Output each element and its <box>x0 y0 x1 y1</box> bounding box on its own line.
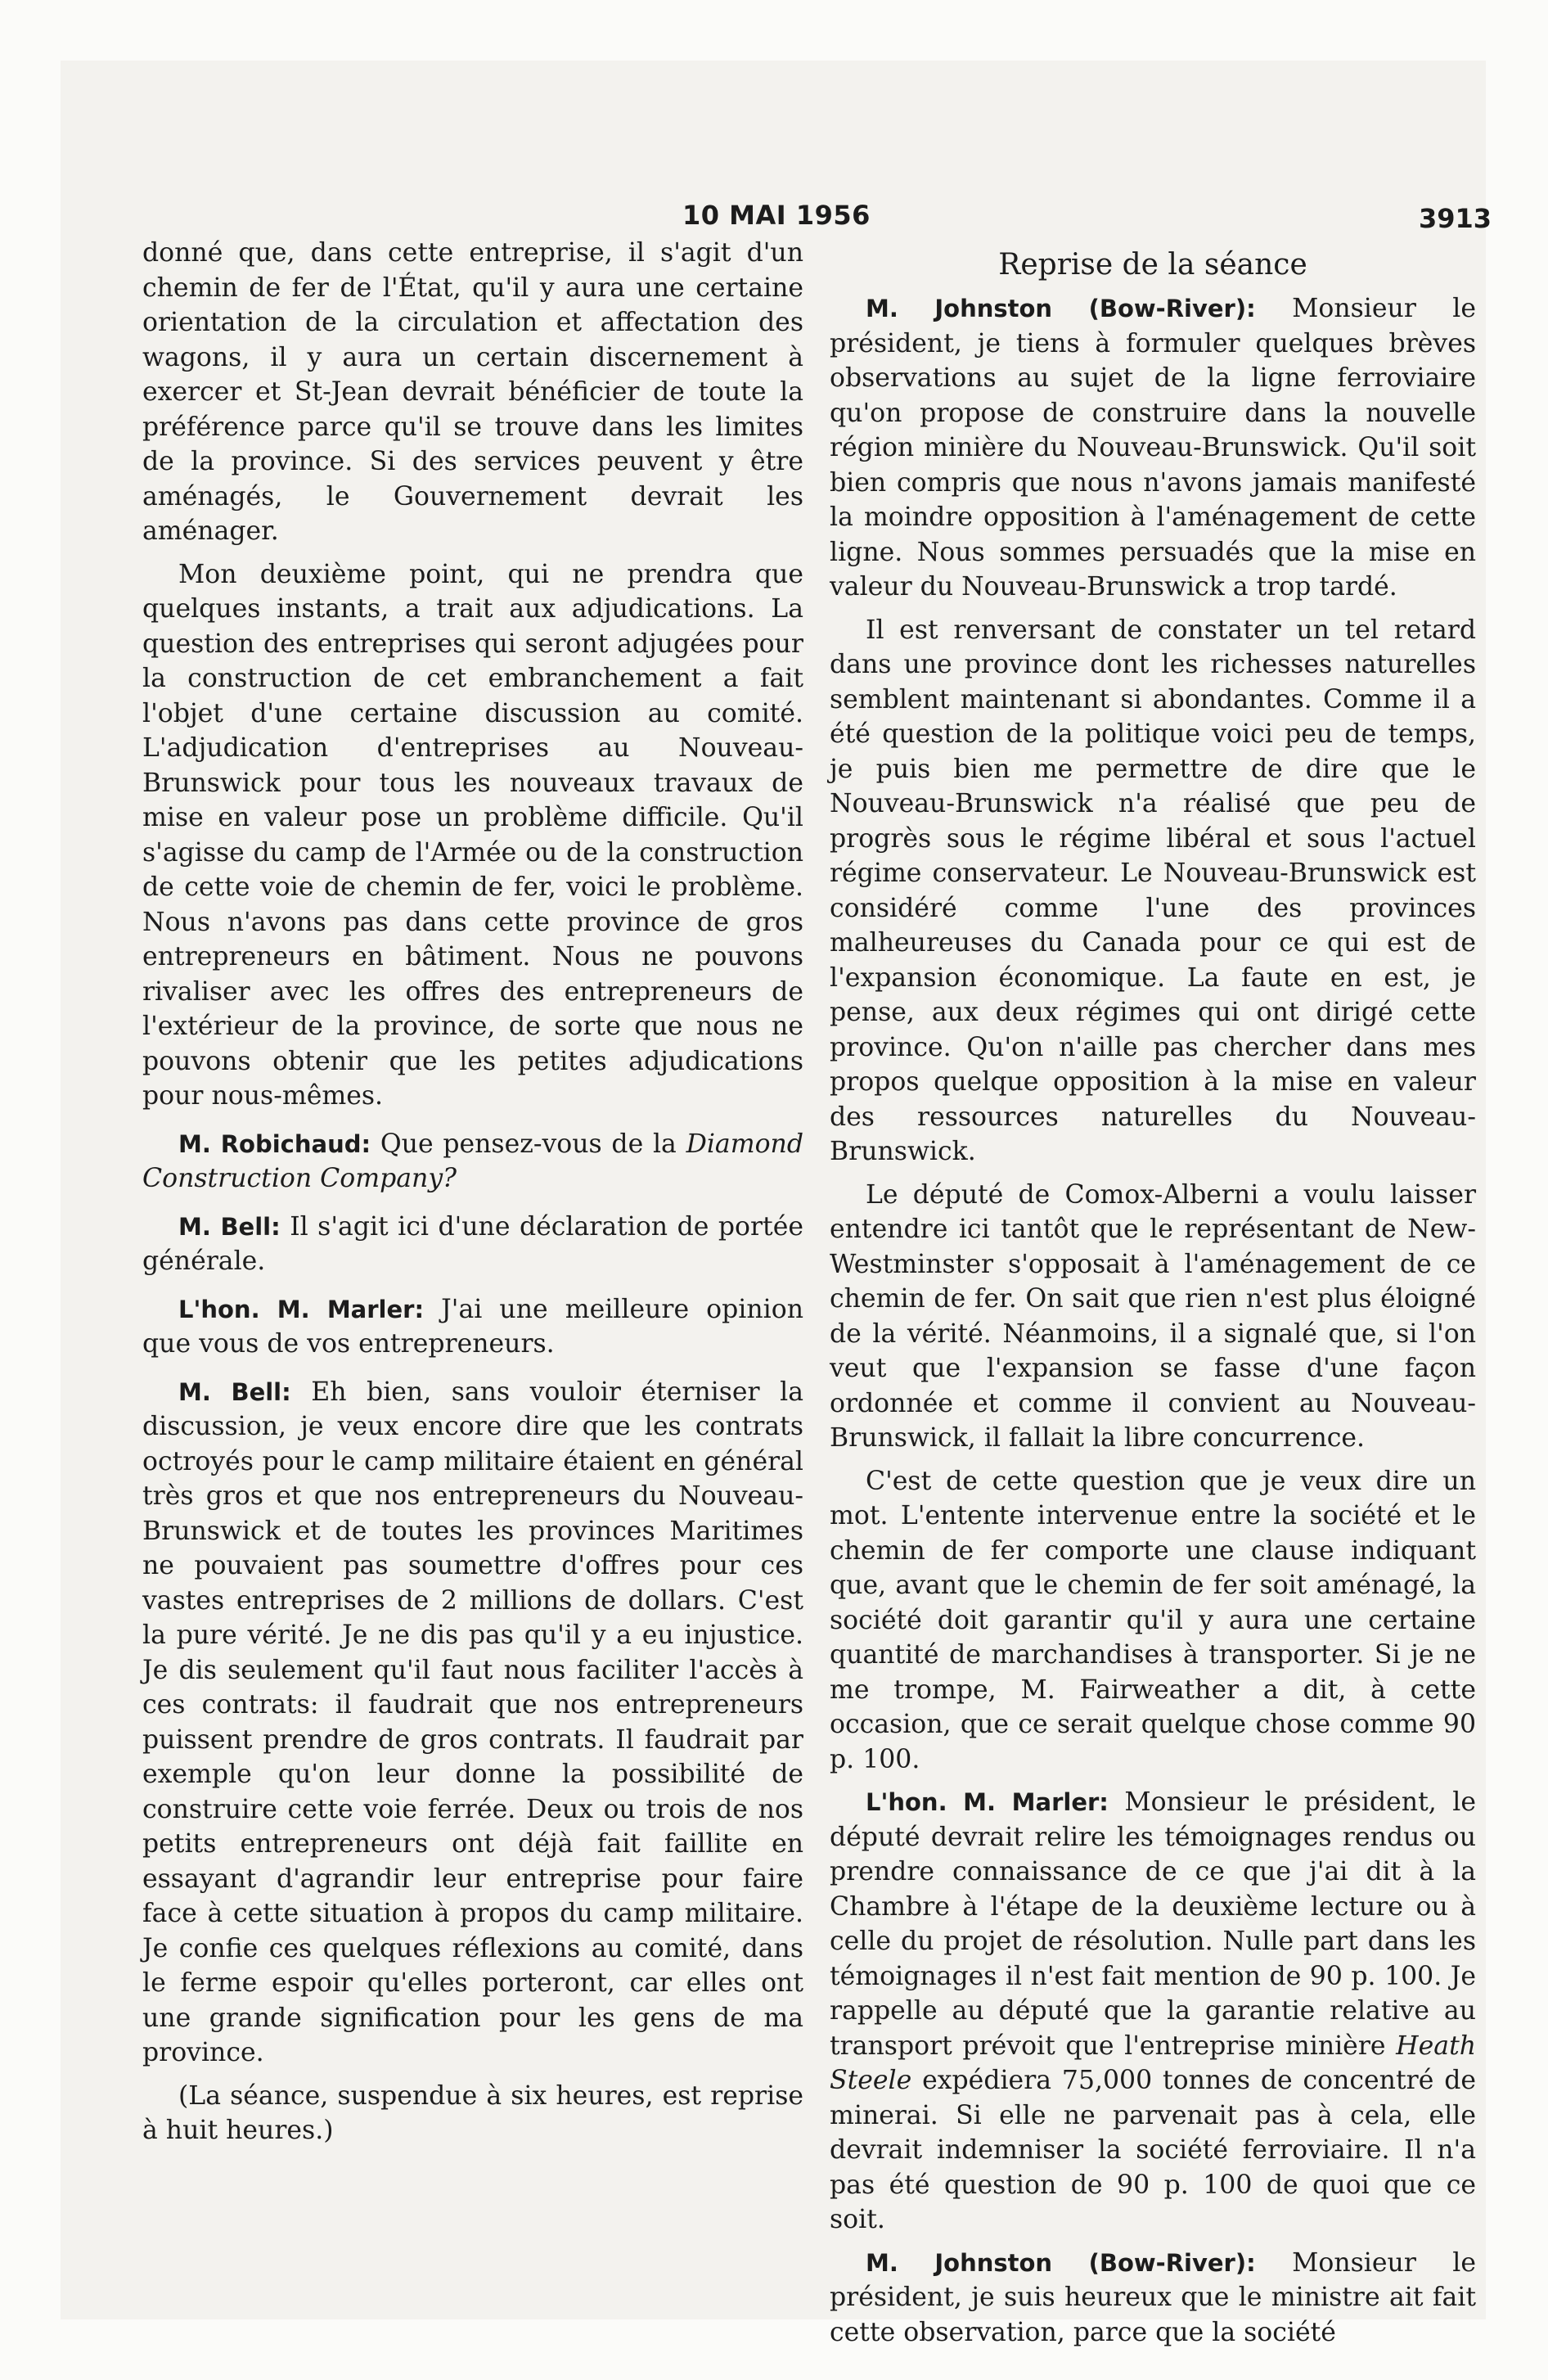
left-column <box>142 236 803 2157</box>
page-header <box>61 200 1492 234</box>
speech-bell-2 <box>142 1375 803 2071</box>
speech-johnston-2 <box>830 2246 1476 2351</box>
speech-text: Eh bien, sans vouloir éterniser la discussion, je veux encore dire que les contrats octroyés pour le camp militaire étaient en général très gros et que nos entrepreneurs du Nouveau-Brunswick et de toutes les provinces Maritimes ne pouvaient pas soumettre d'offres pour ces vastes entreprises de 2 millions de dollars. C'est la pure vérité. Je ne dis pas qu'il y a eu injustice. Je dis seulement qu'il faut nous faciliter l'accès à ces contrats: il faudrait que nos entrepreneurs puissent prendre de gros contrats. Il faudrait par exemple qu'on leur donne la possibilité de construire cette voie ferrée. Deux ou trois de nos petits entrepreneurs ont déjà fait faillite en essayant d'agrandir leur entreprise pour faire face à cette situation à propos du camp militaire. Je confie ces quelques réflexions au comité, dans le ferme espoir qu'elles porteront, car elles ont une grande signification pour les gens de ma province. <box>142 1377 803 2067</box>
speaker-name: M. Bell: <box>178 1212 281 1241</box>
speech-marler <box>142 1292 803 1362</box>
speech-robichaud <box>142 1127 803 1197</box>
speaker-name: L'hon. M. Marler: <box>866 1788 1109 1816</box>
right-column <box>830 236 1476 2358</box>
speech-text: J'ai une meilleure opinion que vous de vos entrepreneurs. <box>142 1294 803 1359</box>
scanned-page <box>61 61 1492 2347</box>
speech-text: Il s'agit ici d'une déclaration de portée générale. <box>142 1211 803 1276</box>
speech-marler-2 <box>830 1785 1476 2238</box>
header-date: 10 MAI 1956 <box>682 200 871 231</box>
section-heading: Reprise de la séance <box>998 248 1307 282</box>
paragraph: C'est de cette question que je veux dire un mot. L'entente intervenue entre la société et le chemin de fer comporte une clause indiquant que, avant que le chemin de fer soit aménagé, la société doit garantir qu'il y aura une certaine quantité de marchandises à transporter. Si je ne me trompe, M. Fairweather a dit, à cette occasion, que ce serait quelque chose comme 90 p. 100. <box>830 1466 1476 1774</box>
speech-text: Monsieur le président, le député devrait relire les témoignages rendus ou prendre connaissance de ce que j'ai dit à la Chambre à l'étape de la deuxième lecture ou à celle du projet de résolution. Nulle part dans les témoignages il n'est fait mention de 90 p. 100. Je rappelle au député que la garantie relative au transport prévoit que l'entreprise minière <box>830 1787 1476 2061</box>
page-number: 3913 <box>1419 203 1492 234</box>
speech-italic: Diamond Construction Company? <box>142 1129 803 1193</box>
speaker-name: M. Robichaud: <box>178 1129 371 1158</box>
paragraph: Il est renversant de constater un tel retard dans une province dont les richesses naturelles semblent maintenant si abondantes. Comme il a été question de la politique voici peu de temps, je puis bien me permettre de dire que le Nouveau-Brunswick n'a réalisé que peu de progrès sous le régime libéral et sous l'actuel régime conservateur. Le Nouveau-Brunswick est considéré comme l'une des provinces malheureuses du Canada pour ce qui est de l'expansion économique. La faute en est, je pense, aux deux régimes qui ont dirigé cette province. Qu'on n'aille pas chercher dans mes propos quelque opposition à la mise en valeur des ressources naturelles du Nouveau-Brunswick. <box>830 615 1476 1166</box>
paragraph-continued: donné que, dans cette entreprise, il s'agit d'un chemin de fer de l'État, qu'il y aura une certaine orientation de la circulation et affectation des wagons, il y aura un certain discernement à exercer et St-Jean devrait bénéficier de toute la préférence parce qu'il se trouve dans les limites de la province. Si des services peuvent y être aménagés, le Gouvernement devrait les aménager. <box>142 238 803 546</box>
speaker-name: M. Johnston (Bow-River): <box>866 295 1256 322</box>
speech-italic: Heath Steele <box>830 2031 1477 2095</box>
speech-bell <box>142 1210 803 1279</box>
speech-text: Que pensez-vous de la <box>380 1129 677 1159</box>
paragraph: Le député de Comox-Alberni a voulu laisser entendre ici tantôt que le représentant de New-Westminster s'opposait à l'aménagement de ce chemin de fer. On sait que rien n'est plus éloigné de la vérité. Néanmoins, il a signalé que, si l'on veut que l'expansion se fasse d'une façon ordonnée et comme il convient au Nouveau-Brunswick, il fallait la libre concurrence. <box>830 1179 1476 1453</box>
speaker-name: M. Bell: <box>178 1377 291 1406</box>
speech-text: Monsieur le président, je tiens à formuler quelques brèves observations au sujet de la ligne ferroviaire qu'on propose de construire dans la nouvelle région minière du Nouveau-Brunswick. Qu'il soit bien compris que nous n'avons jamais manifesté la moindre opposition à l'aménagement de cette ligne. Nous sommes persuadés que la mise en valeur du Nouveau-Brunswick a trop tardé. <box>830 294 1477 602</box>
speech-text: Monsieur le président, je suis heureux que le ministre ait fait cette observation, parce que la société <box>830 2247 1477 2347</box>
paragraph: Mon deuxième point, qui ne prendra que quelques instants, a trait aux adjudications. La question des entreprises qui seront adjugées pour la construction de cet embranchement a fait l'objet d'une certaine discussion au comité. L'adjudication d'entreprises au Nouveau-Brunswick pour tous les nouveaux travaux de mise en valeur pose un problème difficile. Qu'il s'agisse du camp de l'Armée ou de la construction de cette voie de chemin de fer, voici le problème. Nous n'avons pas dans cette province de gros entrepreneurs en bâtiment. Nous ne pouvons rivaliser avec les offres des entrepreneurs de l'extérieur de la province, de sorte que nous ne pouvons obtenir que les petites adjudications pour nous-mêmes. <box>142 559 803 1111</box>
speech-johnston <box>830 291 1476 605</box>
speaker-name: L'hon. M. Marler: <box>178 1295 425 1323</box>
speech-text: expédiera 75,000 tonnes de concentré de minerai. Si elle ne parvenait pas à cela, elle devrait indemniser la société ferroviaire. Il n'a pas été question de 90 p. 100 de quoi que ce soit. <box>830 2066 1476 2234</box>
speaker-name: M. Johnston (Bow-River): <box>866 2248 1256 2277</box>
sitting-note: (La séance, suspendue à six heures, est reprise à huit heures.) <box>142 2080 803 2145</box>
